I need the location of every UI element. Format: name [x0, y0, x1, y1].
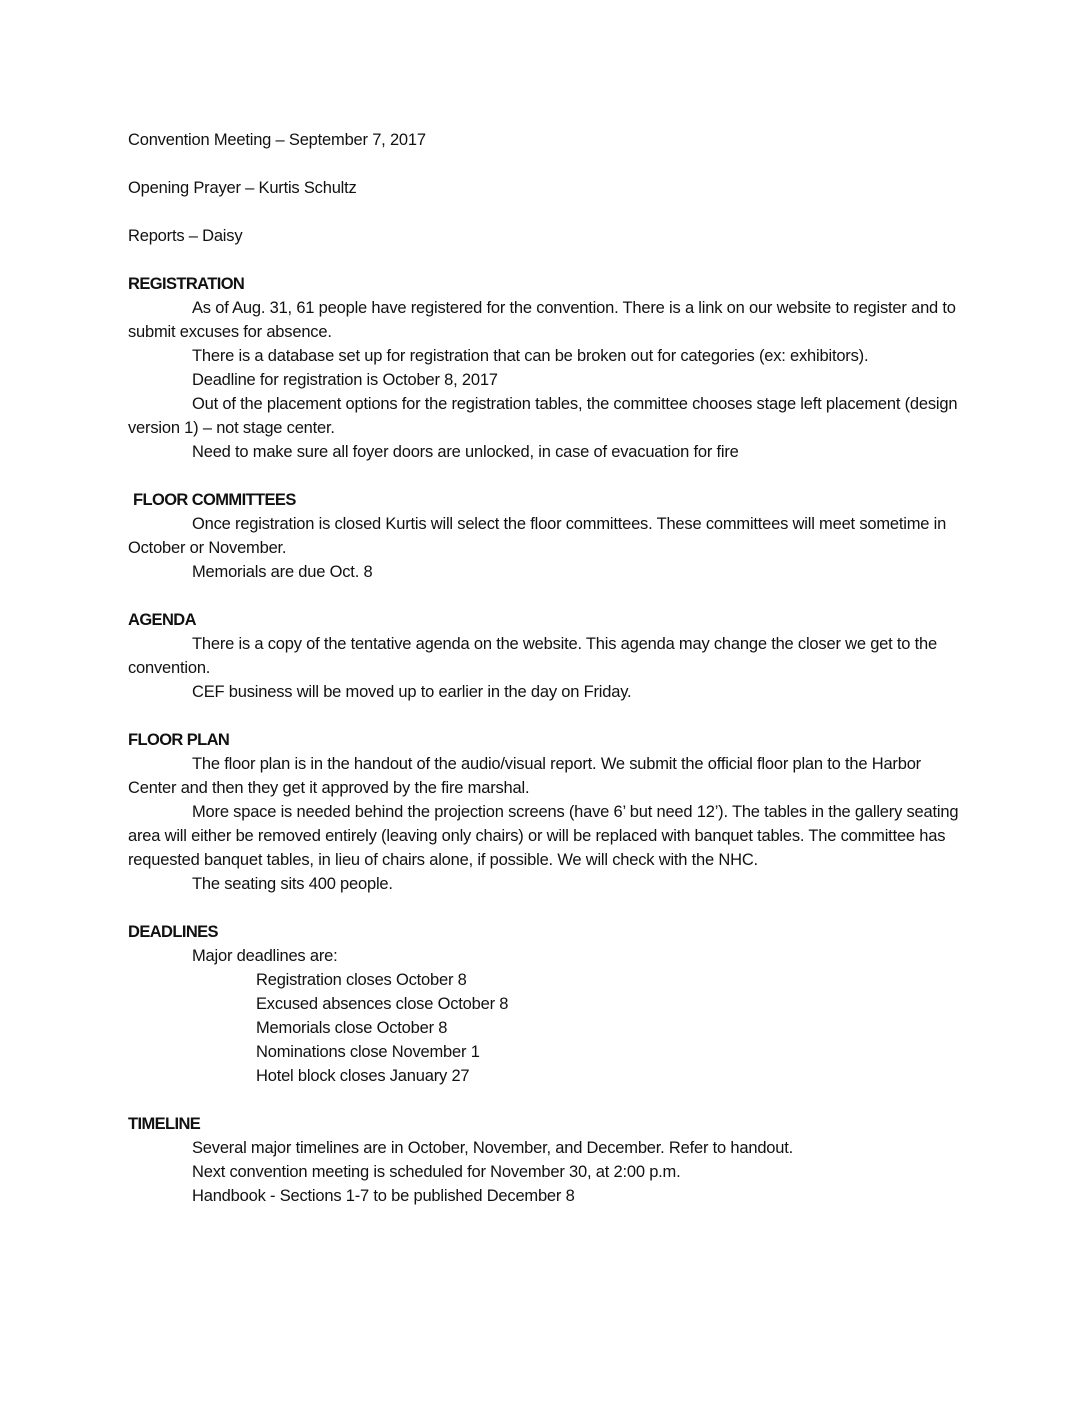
paragraph: Memorials are due Oct. 8 — [192, 563, 373, 581]
section-floor-committees — [128, 488, 960, 584]
paragraph: As of Aug. 31, 61 people have registered for the convention. There is a link on our website to register and to submit excuses for absence. — [128, 299, 956, 341]
paragraph: There is a database set up for registration that can be broken out for categories (ex: exhibitors). — [192, 347, 869, 365]
section-heading: FLOOR COMMITTEES — [133, 491, 296, 509]
deadlines-intro: Major deadlines are: — [192, 947, 338, 965]
paragraph: The floor plan is in the handout of the audio/visual report. We submit the official floor plan to the Harbor Center and then they get it approved by the fire marshal. — [128, 755, 921, 797]
deadline-item: Registration closes October 8 — [256, 971, 467, 989]
paragraph: Once registration is closed Kurtis will select the floor committees. These committees will meet sometime in October or November. — [128, 515, 947, 557]
section-registration — [128, 272, 960, 464]
section-heading: TIMELINE — [128, 1115, 201, 1133]
paragraph: Out of the placement options for the registration tables, the committee chooses stage left placement (design version 1) – not stage center. — [128, 395, 958, 437]
paragraph: The seating sits 400 people. — [192, 875, 393, 893]
section-heading: FLOOR PLAN — [128, 731, 230, 749]
deadline-item: Excused absences close October 8 — [256, 995, 509, 1013]
paragraph: Deadline for registration is October 8, 2017 — [192, 371, 498, 389]
deadlines-list — [128, 968, 960, 1088]
section-heading: REGISTRATION — [128, 275, 245, 293]
paragraph: More space is needed behind the projection screens (have 6’ but need 12’). The tables in the gallery seating area will either be removed entirely (leaving only chairs) or will be replaced with banquet tables. The committee has requested banquet tables, in lieu of chairs alone, if possible. We will check with the NHC. — [128, 803, 959, 869]
reports: Reports – Daisy — [128, 227, 243, 245]
document-page — [128, 128, 960, 1208]
paragraph: Several major timelines are in October, November, and December. Refer to handout. — [192, 1139, 794, 1157]
section-floor-plan — [128, 728, 960, 896]
paragraph: There is a copy of the tentative agenda on the website. This agenda may change the closer we get to the convention. — [128, 635, 937, 677]
deadline-item: Hotel block closes January 27 — [256, 1067, 470, 1085]
section-deadlines — [128, 920, 960, 1088]
paragraph: CEF business will be moved up to earlier in the day on Friday. — [192, 683, 632, 701]
section-heading: DEADLINES — [128, 923, 218, 941]
meeting-title: Convention Meeting – September 7, 2017 — [128, 131, 426, 149]
deadline-item: Nominations close November 1 — [256, 1043, 480, 1061]
paragraph: Handbook - Sections 1-7 to be published December 8 — [192, 1187, 575, 1205]
paragraph: Next convention meeting is scheduled for November 30, at 2:00 p.m. — [192, 1163, 681, 1181]
deadline-item: Memorials close October 8 — [256, 1019, 448, 1037]
paragraph: Need to make sure all foyer doors are unlocked, in case of evacuation for fire — [192, 443, 739, 461]
section-heading: AGENDA — [128, 611, 196, 629]
opening-prayer: Opening Prayer – Kurtis Schultz — [128, 179, 357, 197]
section-timeline — [128, 1112, 960, 1208]
section-agenda — [128, 608, 960, 704]
